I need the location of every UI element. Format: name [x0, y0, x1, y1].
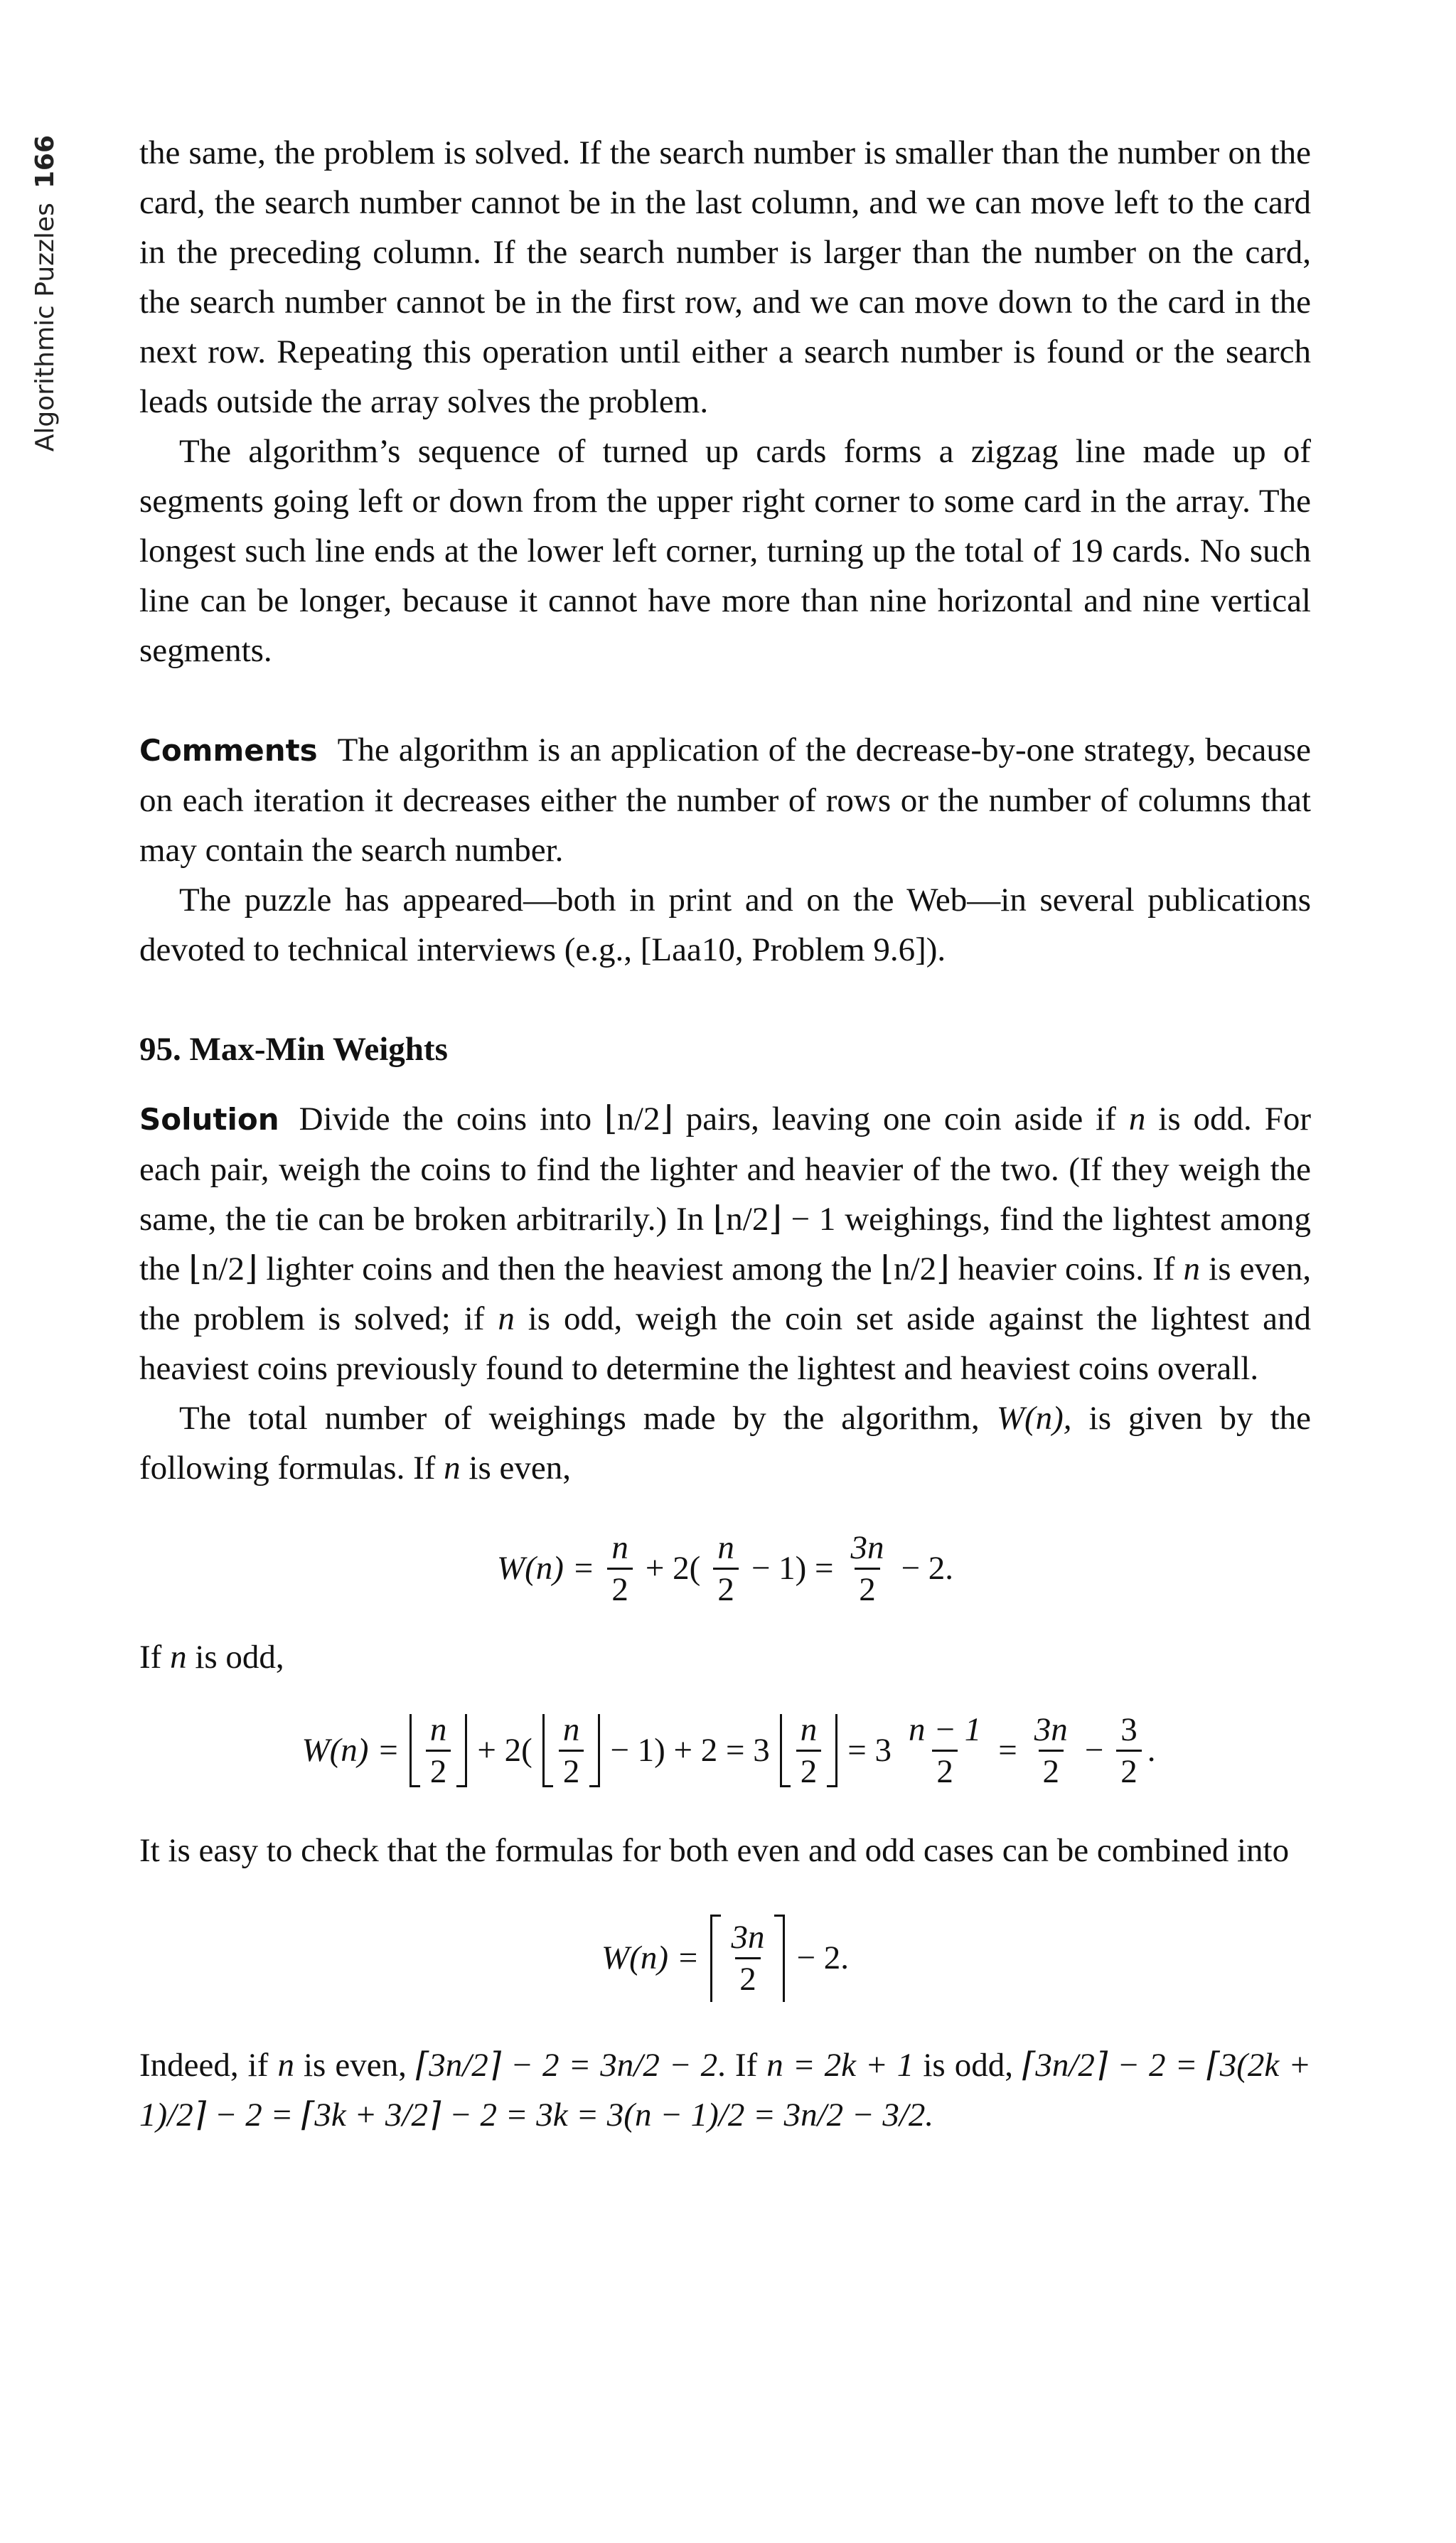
- comments-paragraph: [139, 725, 1311, 875]
- section-number: 95.: [139, 1031, 181, 1068]
- running-head: [31, 135, 60, 519]
- page-number: 166: [31, 135, 60, 189]
- section-heading: [139, 1024, 1311, 1074]
- paragraph-4: The puzzle has appeared—both in print and on the Web—in several publications devoted to technical interviews (e.g., [Laa10, Problem 9.6]).: [139, 882, 1311, 968]
- total-weighings-paragraph: The total number of weighings made by the algorithm, W(n), is given by the following formulas. If n is even,: [139, 1400, 1312, 1487]
- equation-even: W(n) = $\frac{n}{2}$ + 2( $\frac{n}{2}$ − 1) = $\frac{3n}{2}$ − 2.: [496, 1529, 954, 1608]
- equation-combined: W(n) = $\frac{3n}{2}$ − 2.: [139, 1901, 1311, 2015]
- odd-lead-line: If n is odd,: [139, 1639, 284, 1676]
- equation-odd: W(n) = $\frac{n}{2}$ + 2( $\frac{n}{2}$ − 1) + 2 = 3 $\frac{n}{2}$ = 3 $\frac{n - 1}{2}$ = $\frac{3n}{2}$ − $\frac{3}{2}$ .: [301, 1710, 1156, 1790]
- paragraph-1: the same, the problem is solved. If the search number is smaller than the number on the card, the search number cannot be in the last column, and we can move left to the card in the preceding column. If the search number is larger than the number on the card, the search number cannot be in the first row, and we can move down to the card in the next row. Repeating this operation until either a search number is found or the search leads outside the array solves the problem.: [139, 134, 1311, 420]
- paragraph-2: The algorithm’s sequence of turned up cards forms a zigzag line made up of segments going left or down from the upper right corner to some card in the array. The longest such line ends at the lower left corner, turning up the total of 19 cards. No such line can be longer, because it cannot have more than nine horizontal and nine vertical segments.: [139, 433, 1311, 669]
- combine-paragraph: It is easy to check that the formulas for both even and odd cases can be combined into: [139, 1832, 1290, 1869]
- solution-label: Solution: [139, 1102, 279, 1137]
- comments-label: Comments: [139, 733, 318, 768]
- indeed-paragraph: Indeed, if n is even, ⌈3n/2⌉ − 2 = 3n/2 − 2. If n = 2k + 1 is odd, ⌈3n/2⌉ − 2 = ⌈3(2k + 1)/2⌉ − 2 = ⌈3k + 3/2⌉ − 2 = 3k = 3(n − 1)/2 = 3n/2 − 3/2.: [139, 2047, 1311, 2134]
- section-title: Max-Min Weights: [189, 1031, 448, 1068]
- solution-paragraph: Solution Divide the coins into ⌊n/2⌋ pairs, leaving one coin aside if n is odd. For each pair, weigh the coins to find the lighter and heavier of the two. (If they weigh the same, the tie can be broken arbitrarily.) In ⌊n/2⌋ − 1 weighings, find the lightest among the ⌊n/2⌋ lighter coins and then the heaviest among the ⌊n/2⌋ heavier coins. If n is even, the problem is solved; if n is odd, weigh the coin set aside against the lightest and heaviest coins previously found to determine the lightest and heaviest coins overall.: [139, 1101, 1312, 1387]
- running-head-title: Algorithmic Puzzles: [31, 203, 60, 452]
- comments-text: The algorithm is an application of the decrease-by-one strategy, because on each iteration it decreases either the number of rows or the number of columns that may contain the search number.: [139, 732, 1311, 869]
- page-content: [139, 128, 1311, 2140]
